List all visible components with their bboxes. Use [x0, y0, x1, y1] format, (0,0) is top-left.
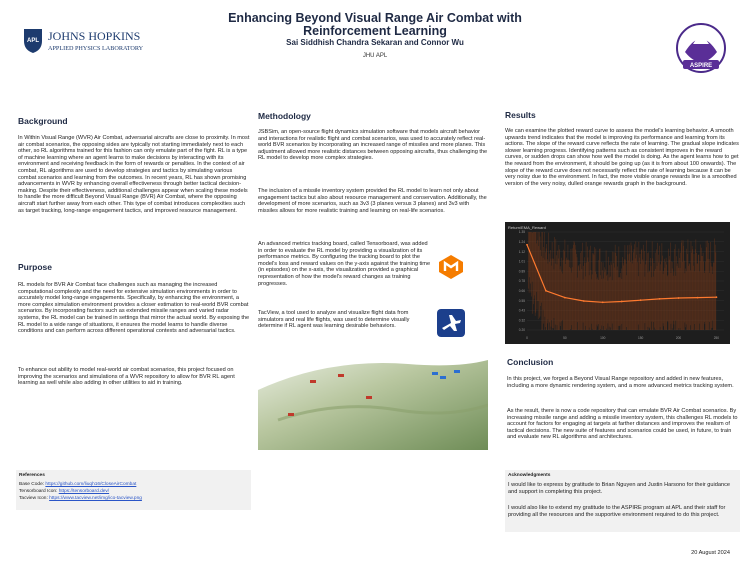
- reward-chart: [505, 222, 730, 344]
- references-box: [16, 470, 251, 510]
- smoothed-reward-point: [621, 301, 623, 303]
- title-line-2: Reinforcement Learning: [303, 24, 447, 38]
- poster-title: [170, 12, 580, 38]
- chart-y-tick-label: 0.78: [518, 279, 525, 284]
- tensorboard-icon: [437, 253, 465, 281]
- chart-x-tick-label: 0: [526, 336, 528, 340]
- smoothed-reward-point: [716, 296, 718, 298]
- conclusion-heading: Conclusion: [507, 357, 554, 367]
- references-heading: References: [19, 473, 45, 478]
- purpose-heading: Purpose: [18, 262, 53, 272]
- logo-org: JOHNS HOPKINS: [48, 29, 141, 43]
- reference-item: [19, 496, 142, 502]
- smoothed-reward-point: [602, 301, 604, 303]
- poster-date: 20 August 2024: [691, 550, 730, 556]
- tacview-map-image: [258, 350, 488, 450]
- reference-label: Tacview Icon:: [19, 496, 50, 501]
- chart-y-tick-label: 0.66: [518, 289, 525, 293]
- results-text: We can examine the plotted reward curve to assess the model's learning behavior. A smooth upwards trend indicates that the model is improving its performance and learning from its actions. The slope of the reward curve reflects the rate of learning. The gradual slope indicates slower learning progress. Identifying patterns such as consistent improves in the reward curves, or sudden drops can show how well the model is doing. As the agent learns how to get the reward from the environment, it should be going up (as it is from about 100 onwards). The slope of the reward curve does not necessarily reflect the rate of learning because it can be very noisy due to the environment. In fact, the more visible orange rewards line is a smoothed version of the very noisy, dulled orange rewards graph in the background.: [505, 128, 739, 187]
- conclusion-text-1: In this project, we forged a Beyond Visual Range repository and added in new features, including a more dynamic rendering system, and a more advanced metrics tracking system.: [507, 376, 734, 389]
- acknowledgments-box: [505, 470, 740, 532]
- background-text: In Within Visual Range (WVR) Air Combat, adversarial aircrafts are close to proximity. In most air combat scenarios, the opposing sides are typically not starting immediately next to each other, so RL algorithms trained for this fashion can only emulate part of the fight. RL is a type of machine learning where an agent learns to make decisions by interacting with its environment and receiving feedback in the form of rewards or penalties. In the context of air combat, RL algorithms are used to develop strategies and tactics by simulating various combat scenarios and learning from the outcomes. In recent years, RL has shown promising advancements in WVR by enhancing overall effectiveness through better tactical decision-making. Despite their effectiveness, additional challenges appear when scaling these models to handle the more difficult Beyond Visual Range (BVR) Air Combat, where the opposing aircraft start further away from each other. This type of combat introduces complexities such as target tracking, long-range engagement tactics, and improved resource management.: [18, 135, 250, 214]
- logo-lab: APPLIED PHYSICS LABORATORY: [48, 45, 144, 52]
- reference-label: Tensorboard Icon:: [19, 489, 59, 494]
- aspire-label: ASPIRE: [689, 63, 713, 69]
- smoothed-reward-point: [526, 244, 528, 246]
- conclusion-text-2: As the result, there is now a code repository that can emulate BVR Air Combat scenarios. By increasing missile range and adding a missile inventory system, this challenges RL models to account for factors for engaging at targets at farther distances and improves the realism of tactical decisions. The new suite of features and scenarios could be used, in future, to train and evaluate new RL algorithms and architectures.: [507, 408, 738, 441]
- authors: Sai Siddhish Chandra Sekaran and Connor Wu: [286, 38, 464, 47]
- purpose-text-2: To enhance out ability to model real-world air combat scenarios, this project focused on improving the scenarios and simulations of a WVR repository to allow for BVR RL agent learning as well while also adding in other utilities to aid in training.: [18, 367, 235, 387]
- smoothed-reward-point: [564, 297, 566, 299]
- smoothed-reward-point: [697, 297, 699, 299]
- chart-y-tick-label: 0.43: [518, 308, 525, 313]
- methodology-text-2: The inclusion of a missile inventory system provided the RL model to learn not only about engagement tactics but also about resource management and conservation. Additionally, the development of more scenarios, such as 3v3 (3 planes versus 3 planes) and 3v3 with missiles allows for more realistic training and learning on real-life scenarios.: [258, 188, 487, 214]
- logo-mark: APL: [27, 38, 39, 44]
- background-heading: Background: [18, 116, 68, 126]
- acknowledgments-text-1: I would like to express by gratitude to Brian Nguyen and Justin Harsono for their guidance and support in completing this project.: [508, 482, 731, 495]
- smoothed-reward-point: [640, 299, 642, 301]
- jhu-apl-logo: [22, 26, 162, 54]
- smoothed-reward-point: [545, 290, 547, 292]
- purpose-text-1: RL models for BVR Air Combat face challenges such as managing the increased computational complexity and the need for extensive simulation environments in order to accurately model long-range engagements. Specifically, by enhancing the environment, a more complex simulation environment provides a closer estimation to real-world BVR combat scenarios. By incorporating factors such as extended missile ranges and varied radar systems, the RL model can be trained in settings that mirror the actual world. By exposing the RL model to a wide range of situations, it ensures the model learns to handle diverse conditions and can perform across different operational contexts and adversarial tactics.: [18, 282, 250, 335]
- reference-label: Base Code:: [19, 482, 46, 487]
- reference-link[interactable]: https://www.tacview.net/img/ico-tacview.png: [49, 496, 142, 501]
- aspire-logo: [675, 22, 727, 74]
- chart-title: Return/EMA_Reward: [508, 225, 546, 230]
- acknowledgments-heading: Acknowledgments: [508, 473, 551, 478]
- reference-link[interactable]: https://github.com/liuqh16/CloseAirCombat: [45, 482, 137, 487]
- methodology-text-3: An advanced metrics tracking board, called Tensorboard, was added in order to evaluate the RL model by providing a visualization of its performance metrics. By configuring the tracking board to plot the model's loss and reward values on the y-axis against the training time (in episodes) on the x-axis, the visualization provided a graphical representation of how the model's reward changes as training progresses.: [258, 241, 431, 287]
- chart-y-tick-label: 0.32: [518, 318, 525, 323]
- tacview-icon: [437, 309, 465, 337]
- chart-y-tick-label: 0.89: [518, 269, 525, 274]
- chart-y-tick-label: 0.55: [518, 298, 525, 303]
- chart-y-tick-label: 1.35: [518, 230, 525, 235]
- methodology-text-1: JSBSim, an open-source flight dynamics simulation software that models aircraft behavior and interactions for realistic flight and combat scenarios, was used to accurately reflect real-world BVR scenarios by incorporating an increased range of missiles and more planes. This adjustment allowed more realistic distances between opposing aircrafts, thus challenging the RL model to develop more complex strategies.: [258, 129, 488, 162]
- title-line-1: Enhancing Beyond Visual Range Air Combat with: [228, 11, 522, 25]
- chart-x-tick-label: 150: [637, 336, 644, 340]
- smoothed-reward-point: [659, 298, 661, 300]
- smoothed-reward-point: [583, 300, 585, 302]
- chart-y-tick-label: 1.24: [518, 240, 525, 244]
- smoothed-reward-point: [678, 297, 680, 299]
- chart-x-tick-label: 100: [600, 336, 606, 340]
- chart-y-tick-label: 1.01: [518, 259, 525, 264]
- chart-x-tick-label: 200: [675, 336, 682, 340]
- methodology-text-4: TacView, a tool used to analyze and visualize flight data from simulators and real life flights, was used to determine visually determine if RL agent was learning desirable behaviors.: [258, 310, 410, 330]
- chart-x-tick-label: 50: [563, 336, 567, 340]
- results-heading: Results: [505, 110, 536, 120]
- reference-link[interactable]: https://tensorboard.dev/: [58, 489, 110, 494]
- chart-y-tick-label: 0.20: [518, 328, 525, 333]
- reference-item: [19, 489, 109, 495]
- acknowledgments-text-2: I would also like to extend my gratitude to the ASPIRE program at APL and their staff for providing all the resources and the supportive environment required to do this project.: [508, 505, 726, 518]
- reference-item: [19, 482, 136, 488]
- chart-y-tick-label: 1.12: [518, 249, 525, 254]
- methodology-heading: Methodology: [258, 111, 311, 121]
- chart-x-tick-label: 250: [713, 336, 720, 340]
- affiliation: JHU APL: [362, 53, 388, 59]
